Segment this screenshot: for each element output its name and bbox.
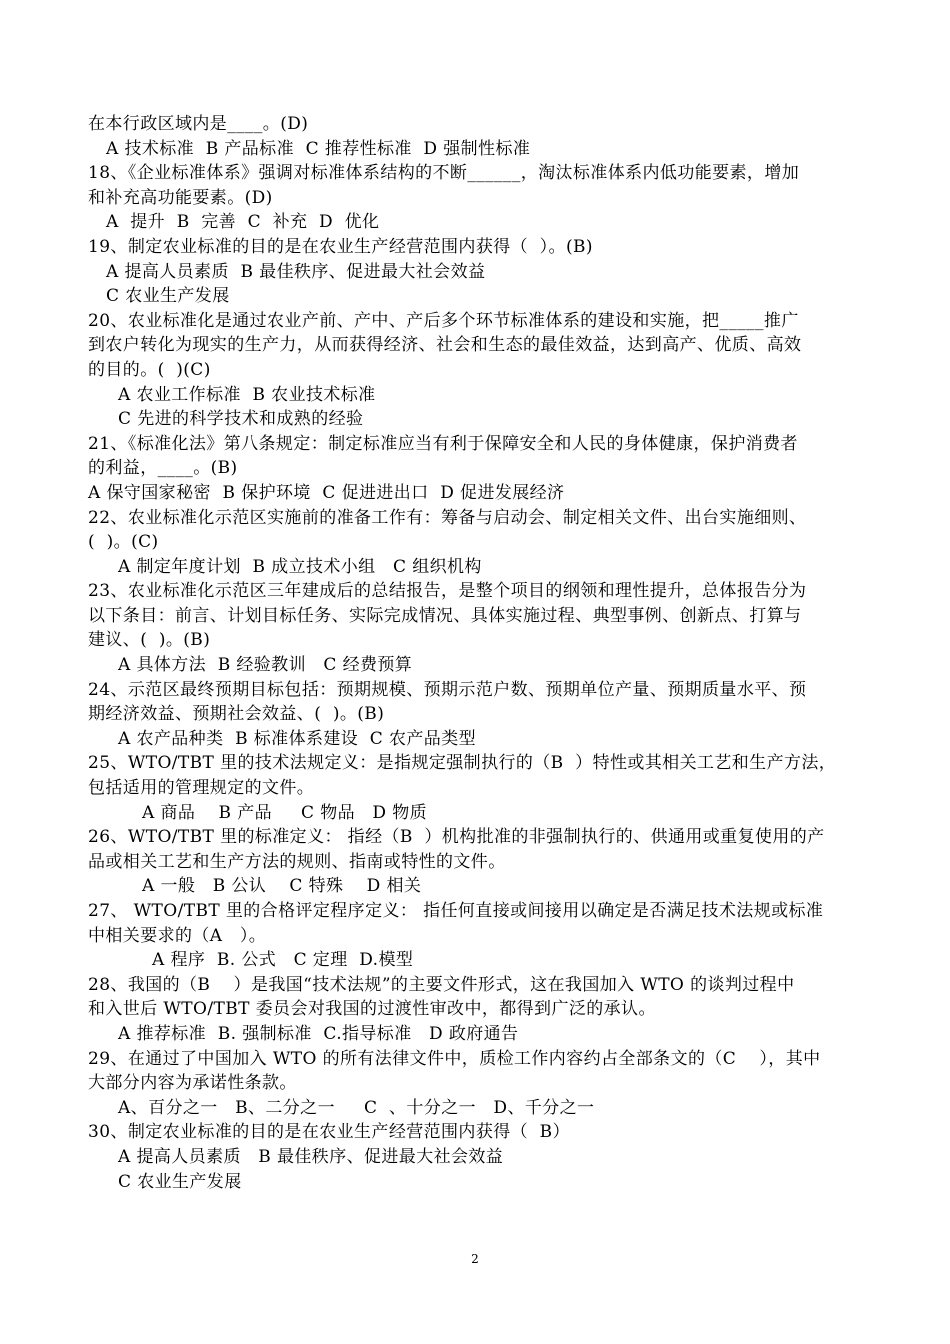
text-line: 23、农业标准化示范区三年建成后的总结报告，是整个项目的纲领和理性提升，总体报告分为: [88, 581, 807, 602]
text-line: 以下条目：前言、计划目标任务、实际完成情况、具体实施过程、典型事例、创新点、打算与: [88, 605, 802, 626]
text-line: 在本行政区域内是____。(D): [88, 114, 309, 134]
text-line: 包括适用的管理规定的文件。: [88, 778, 315, 799]
text-line: 25、WTO/TBT 里的技术法规定义：是指规定强制执行的（B ）特性或其相关工艺和生产方法，: [88, 753, 837, 774]
text-line: A 制定年度计划 B 成立技术小组 C 组织机构: [118, 556, 482, 577]
text-line: A 一般 B 公认 C 特殊 D 相关: [142, 876, 422, 897]
text-line: A 农产品种类 B 标准体系建设 C 农产品类型: [118, 728, 477, 749]
text-line: 26、WTO/TBT 里的标准定义： 指经（B ）机构批准的非强制执行的、供通用或重复使用的产: [88, 827, 825, 848]
text-line: 大部分内容为承诺性条款。: [88, 1073, 297, 1094]
page-number: 2: [471, 1252, 479, 1266]
text-line: 19、制定农业标准的目的是在农业生产经营范围内获得（ ）。(B): [88, 236, 593, 257]
text-line: 建议、( )。(B): [88, 630, 211, 651]
text-line: A 技术标准 B 产品标准 C 推荐性标准 D 强制性标准: [106, 138, 531, 159]
text-line: 的目的。( )(C): [88, 359, 211, 380]
text-line: 18、《企业标准体系》强调对标准体系结构的不断______，淘汰标准体系内低功能要素，增加: [88, 163, 800, 184]
text-line: ( )。(C): [88, 532, 159, 553]
text-line: 期经济效益、预期社会效益、( )。(B): [88, 704, 385, 725]
text-line: 到农户转化为现实的生产力，从而获得经济、社会和生态的最佳效益，达到高产、优质、高效: [88, 335, 802, 356]
text-line: A 提升 B 完善 C 补充 D 优化: [106, 212, 380, 233]
text-line: A 商品 B 产品 C 物品 D 物质: [142, 802, 428, 823]
text-line: 中相关要求的（A ）。: [88, 925, 267, 946]
text-line: C 农业生产发展: [106, 286, 230, 307]
text-line: 和补充高功能要素。(D): [88, 187, 273, 208]
text-line: 22、农业标准化示范区实施前的准备工作有：筹备与启动会、制定相关文件、出台实施细则、: [88, 507, 807, 528]
text-line: A 保守国家秘密 B 保护环境 C 促进进出口 D 促进发展经济: [88, 482, 565, 503]
text-line: 27、 WTO/TBT 里的合格评定程序定义： 指任何直接或间接用以确定是否满足技术法规或标准: [88, 901, 824, 921]
text-line: 30、制定农业标准的目的是在农业生产经营范围内获得（ B）: [88, 1122, 570, 1143]
text-line: 和入世后 WTO/TBT 委员会对我国的过渡性审改中，都得到广泛的承认。: [88, 999, 656, 1020]
text-line: A 程序 B. 公式 C 定理 D.模型: [152, 950, 414, 971]
text-line: C 农业生产发展: [118, 1171, 242, 1192]
text-line: C 先进的科学技术和成熟的经验: [118, 409, 364, 430]
text-line: 品或相关工艺和生产方法的规则、指南或特性的文件。: [88, 851, 506, 872]
text-line: A 推荐标准 B. 强制标准 C.指导标准 D 政府通告: [118, 1023, 519, 1044]
text-line: 21、《标准化法》第八条规定：制定标准应当有利于保障安全和人民的身体健康，保护消费者: [88, 433, 798, 454]
text-line: 24、示范区最终预期目标包括：预期规模、预期示范户数、预期单位产量、预期质量水平、预: [88, 679, 807, 700]
text-line: 29、在通过了中国加入 WTO 的所有法律文件中，质检工作内容约占全部条文的（C ），其中: [88, 1048, 821, 1069]
text-line: 28、我国的（B ）是我国“技术法规”的主要文件形式，这在我国加入 WTO 的谈判过程中: [88, 974, 795, 995]
text-line: A 提高人员素质 B 最佳秩序、促进最大社会效益: [106, 261, 486, 282]
document-body: [88, 112, 864, 1194]
text-line: A 农业工作标准 B 农业技术标准: [118, 384, 376, 405]
text-line: A 提高人员素质 B 最佳秩序、促进最大社会效益: [118, 1146, 504, 1167]
text-line: 20、农业标准化是通过农业产前、产中、产后多个环节标准体系的建设和实施，把_____推广: [88, 310, 799, 331]
text-line: A、百分之一 B、二分之一 C 、十分之一 D、千分之一: [118, 1097, 595, 1118]
text-line: 的利益，____。(B): [88, 458, 238, 479]
text-line: A 具体方法 B 经验教训 C 经费预算: [118, 655, 413, 676]
